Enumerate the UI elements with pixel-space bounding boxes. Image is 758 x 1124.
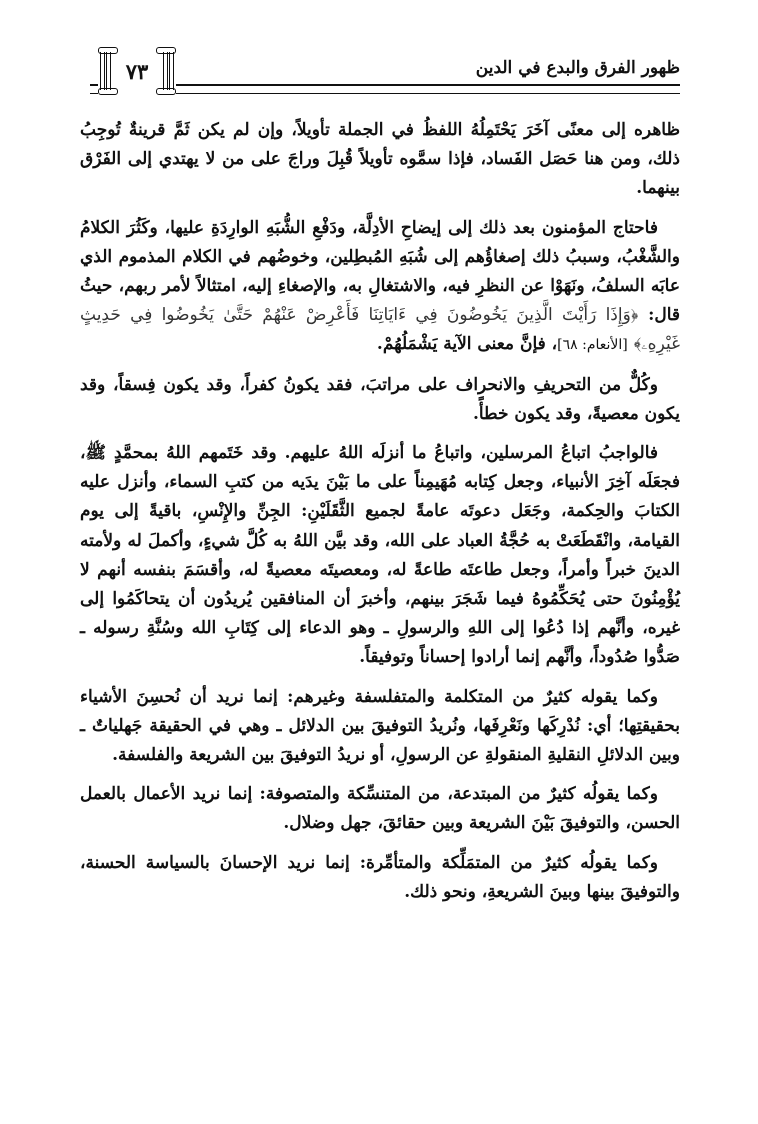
running-header: [90, 50, 680, 96]
page-body: [80, 116, 680, 917]
paragraph: وكما يقولُه كثيرٌ من المبتدعة، من المتنسِّكة والمتصوفة: إنما نريد الأعمال بالعمل الحسن، والتوفيقَ بَيْنَ الشريعة وبين حقائقَ، جهل وضلال.: [80, 784, 680, 834]
paragraph: وكما يقولُه كثيرٌ من المتمَلِّكة والمتأمِّرة: إنما نريد الإحسانَ بالسياسة الحسنة، والتوفيقَ بينها وبينَ الشريعةِ، ونحو ذلك.: [80, 852, 680, 902]
paragraph: فالواجبُ اتباعُ المرسلين، واتباعُ ما أنزلَه اللهُ عليهم. وقد خَتَمهم اللهُ بمحمَّدٍ ﷺ، فجعَلَه آخِرَ الأنبياء، وجعل كِتابه مُهَيمِناً على ما بَيْنَ يدَيه من كتبِ السماء، وأنزل عليه الكتابَ والحِكمة، وجَعَل دعوتَه عامةً لجميع الثَّقَلَيْنِ: الجِنِّ والإِنْسِ، باقيةً إلى يوم القيامة، وانْقَطَعَتْ به حُجَّةُ العباد على الله، وقد بيَّن اللهُ به كُلَّ شيءٍ، وأكملَ له ولأمته الدينَ خبراً وأمراً، وجعل طاعتَه طاعةً له، ومعصيتَه معصيةً له، وأقسَمَ بنفسه أنهم لا يُؤْمِنُونَ حتى يُحَكِّمُوهُ فيما شَجَرَ بينهم، وأخبرَ أن المنافقين يُريدُون أن يتحاكَمُوا إلى غيره، وأنَّهم إذا دُعُوا إلى اللهِ والرسولِ ـ وهو الدعاء إلى كِتَابِ الله وسُنَّةِ رسوله ـ صَدُّوا صُدُوداً، وأنَّهم إنما أرادوا إحساناً وتوفيقاً.: [80, 443, 680, 668]
paragraph-text: ، فإنَّ معنى الآية يَشْمَلُهُمْ.: [376, 334, 558, 355]
frame-bar: [163, 52, 168, 90]
page-number: ٧٣: [125, 59, 149, 84]
header-rule: [90, 84, 680, 94]
frame-bar: [106, 52, 111, 90]
paragraph-text: فاحتاج المؤمنون بعد ذلك إلى إيضاحِ الأدِلَّة، ودَفْعِ الشُّبَهِ الوارِدَةِ عليها، وكَثُرَ الكلامُ والشَّغْبُ، وسببُ ذلك إصغاؤُهم إلى شُبَهِ المُبطِلين، وخوضُهم في الكلام المذموم الذي عابَه السلفُ، ونَهَوْا عن النظرِ فيه، والاشتغالِ به، والإصغاءِ إليه، امتثالاً لأمر ربهم، حيثُ قال:: [80, 217, 680, 326]
paragraph: وكُلٌّ من التحريفِ والانحراف على مراتبَ، فقد يكونُ كفراً، وقد يكون فِسقاً، وقد يكون معصيةً، وقد يكون خطأً.: [80, 374, 680, 424]
frame-bar: [169, 52, 174, 90]
paragraph: ظاهره إلى معنًى آخَرَ يَحْتَمِلُهُ اللفظُ في الجملة تأويلاً، وإن لم يكن ثَمَّ قرينةٌ تُوجِبُ ذلك، ومن هنا حَصَل الفَساد، فإذا سمَّوه تأويلاً قُبِلَ وراجَ على من لا يهتدي إلى الفَرْق بينهما.: [80, 120, 680, 199]
frame-cap: [98, 88, 118, 95]
verse-reference: [الأنعام: ٦٨]: [557, 337, 628, 354]
page-number-frame: [98, 50, 176, 94]
frame-cap: [156, 47, 176, 54]
frame-cap: [98, 47, 118, 54]
paragraph: وكما يقوله كثيرٌ من المتكلمة والمتفلسفة وغيرهم: إنما نريد أن نُحسِنَ الأشياء بحقيقتِها؛ أي: نُدْرِكَها ونَعْرِفَها، ونُريدُ التوفيقَ بين الدلائل ـ وهي في الحقيقة جَهلياتٌ ـ وبين الدلائلِ النقليةِ المنقولةِ عن الرسولِ، أو نريدُ التوفيقَ بين الشريعة والفلسفة.: [80, 686, 680, 766]
paragraph: [80, 214, 680, 361]
quran-verse: ﴿وَإِذَا رَأَيْتَ الَّذِينَ يَخُوضُونَ فِي ءَايَاتِنَا فَأَعْرِضْ عَنْهُمْ حَتَّىٰ يَخُوضُوا فِي حَدِيثٍ غَيْرِهِۦ﴾: [80, 305, 680, 355]
frame-bar: [100, 52, 105, 90]
frame-cap: [156, 88, 176, 95]
header-title: ظهور الفرق والبدع في الدين: [475, 58, 680, 78]
